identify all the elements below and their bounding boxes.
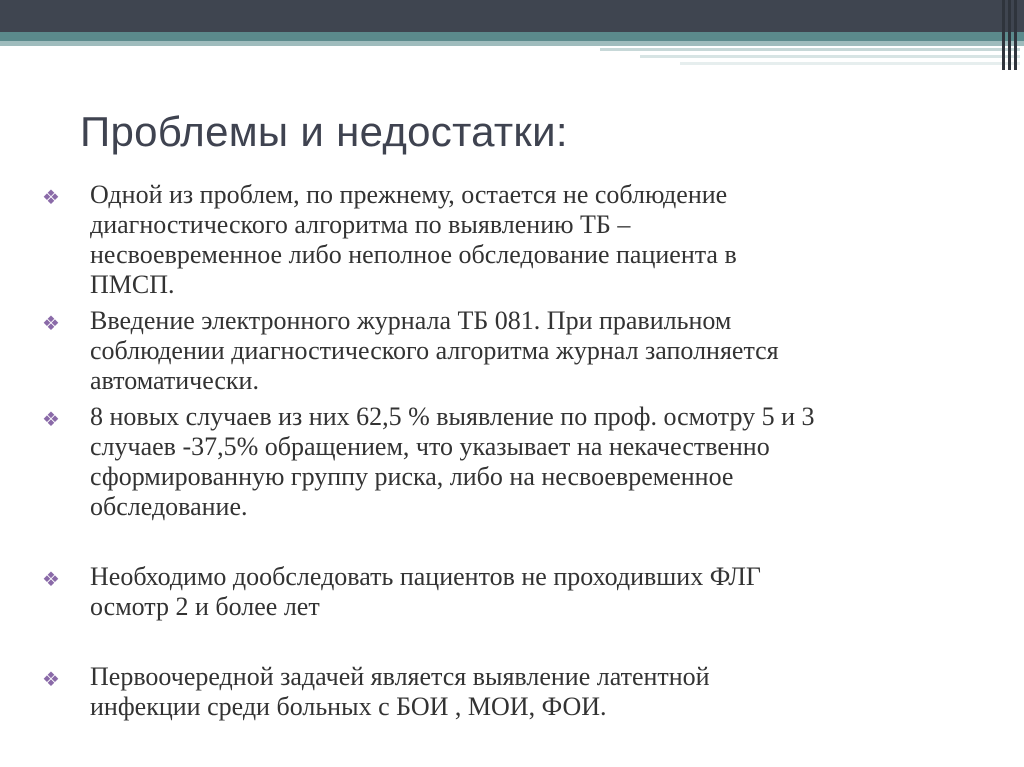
diamond-quad-bullet-icon: ❖ xyxy=(42,311,60,335)
bullet-item xyxy=(42,402,992,522)
bullet-line: Необходимо дообследовать пациентов не проходивших ФЛГ xyxy=(90,562,761,591)
bullet-line: Первоочередной задачей является выявление латентной xyxy=(90,662,710,691)
bullet-item xyxy=(42,662,992,722)
bullet-line: обследование. xyxy=(90,492,248,521)
bullet-line: 8 новых случаев из них 62,5 % выявление по проф. осмотру 5 и 3 xyxy=(90,402,815,431)
header-accent-lines xyxy=(600,46,1020,70)
bullet-item xyxy=(42,562,992,622)
diamond-quad-bullet-icon: ❖ xyxy=(42,667,60,691)
header-stripe-teal xyxy=(0,32,1024,41)
bullet-item xyxy=(42,180,992,300)
bullet-line: сформированную группу риска, либо на несвоевременное xyxy=(90,462,734,491)
diamond-quad-bullet-icon: ❖ xyxy=(42,567,60,591)
bullet-line: ПМСП. xyxy=(90,270,175,299)
bullet-line: осмотр 2 и более лет xyxy=(90,592,320,621)
bullet-line: Введение электронного журнала ТБ 081. При правильном xyxy=(90,306,732,335)
bullet-line: несвоевременное либо неполное обследование пациента в xyxy=(90,240,737,269)
bullet-line: инфекции среди больных с БОИ , МОИ, ФОИ. xyxy=(90,692,607,721)
header-band xyxy=(0,0,1024,32)
bullet-line: автоматически. xyxy=(90,366,259,395)
diamond-quad-bullet-icon: ❖ xyxy=(42,185,60,209)
diamond-quad-bullet-icon: ❖ xyxy=(42,407,60,431)
bullet-line: диагностического алгоритма по выявлению ТБ – xyxy=(90,210,631,239)
bullet-line: Одной из проблем, по прежнему, остается не соблюдение xyxy=(90,180,728,209)
bullet-line: соблюдении диагностического алгоритма журнал заполняется xyxy=(90,336,779,365)
bullet-line: случаев -37,5% обращением, что указывает на некачественно xyxy=(90,432,770,461)
bullet-list xyxy=(42,180,992,722)
slide-title: Проблемы и недостатки: xyxy=(80,108,568,155)
header-right-bars xyxy=(1002,0,1016,70)
bullet-item xyxy=(42,306,992,396)
